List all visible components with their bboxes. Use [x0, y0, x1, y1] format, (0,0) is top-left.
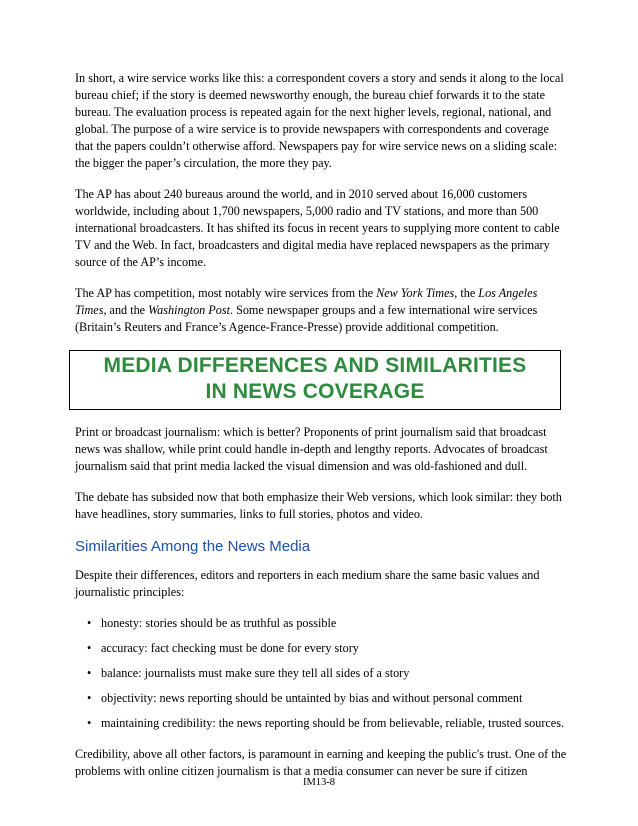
bullet-icon: •: [87, 666, 92, 680]
paragraph-ap-bureaus: The AP has about 240 bureaus around the world, and in 2010 served about 16,000 customers worldwide, including about 1,700 newspapers, 5,000 radio and TV stations, and more than 500 international broadcasters. It has shifted its focus in recent years to supplying more content to cable TV and the Web. In fact, broadcasters and digital media have replaced newspapers as the primary source of the AP’s income.: [75, 187, 560, 269]
document-page: [75, 70, 570, 794]
paragraph-print-vs-broadcast: Print or broadcast journalism: which is better? Proponents of print journalism said that broadcast news was shallow, while print could handle in-depth and lengthy reports. Advocates of broadcast journalism said that print media lacked the visual dimension and was old-fashioned and dull.: [75, 425, 548, 473]
competition-text-4: . Some newspaper groups and a few international wire services (Britain’s Reuters and France’s Agence-France-Presse) provide additional competition.: [75, 303, 538, 334]
list-item: [75, 665, 570, 682]
section-intro: Despite their differences, editors and reporters in each medium share the same basic values and journalistic principles:: [75, 568, 540, 599]
list-item-text: honesty: stories should be as truthful as possible: [101, 616, 337, 630]
list-item-text: objectivity: news reporting should be untainted by bias and without personal comment: [101, 691, 523, 705]
paragraph-wire-service: In short, a wire service works like this: a correspondent covers a story and sends it along to the local bureau chief; if the story is deemed newsworthy enough, the bureau chief forwards it to the state bureau. The evaluation process is repeated again for the next higher levels, regional, national, and global. The purpose of a wire service is to provide newspapers with correspondents and coverage that the papers couldn’t otherwise afford. Newspapers pay for wire service news on a sliding scale: the bigger the paper’s circulation, the more they pay.: [75, 71, 564, 170]
competition-wp: Washington Post: [148, 303, 230, 317]
list-item-text: maintaining credibility: the news reporting should be from believable, reliable, trusted sources.: [101, 716, 564, 730]
bullet-icon: •: [87, 716, 92, 730]
banner-line-1: MEDIA DIFFERENCES AND SIMILARITIES: [103, 354, 527, 377]
bullet-icon: •: [87, 691, 92, 705]
competition-text-1: The AP has competition, most notably wire services from the: [75, 286, 377, 300]
section-banner: [69, 350, 561, 410]
competition-lat: Los Angeles Times: [75, 286, 538, 317]
paragraph-ap-competition: [75, 285, 570, 336]
paragraph-debate-subsided: The debate has subsided now that both emphasize their Web versions, which look similar: they both have headlines, story summaries, links to full stories, photos and video.: [75, 490, 562, 521]
page-number: IM13-8: [302, 777, 336, 788]
banner-line-2: IN NEWS COVERAGE: [205, 380, 425, 403]
list-item: [75, 640, 570, 657]
section-heading: Similarities Among the News Media: [75, 538, 311, 555]
list-item-text: balance: journalists must make sure they tell all sides of a story: [101, 666, 410, 680]
paragraph-credibility: Credibility, above all other factors, is paramount in earning and keeping the public's trust. One of the problems with online citizen journalism is that a media consumer can never be sure if citizen: [75, 747, 567, 778]
competition-text-3: , and the: [103, 303, 149, 317]
principles-list: [75, 615, 570, 732]
bullet-icon: •: [87, 616, 92, 630]
bullet-icon: •: [87, 641, 92, 655]
competition-nyt: New York Times: [376, 286, 455, 300]
competition-text-2: , the: [454, 286, 479, 300]
list-item: [75, 690, 570, 707]
list-item: [75, 615, 570, 632]
list-item: [75, 715, 570, 732]
list-item-text: accuracy: fact checking must be done for every story: [101, 641, 359, 655]
